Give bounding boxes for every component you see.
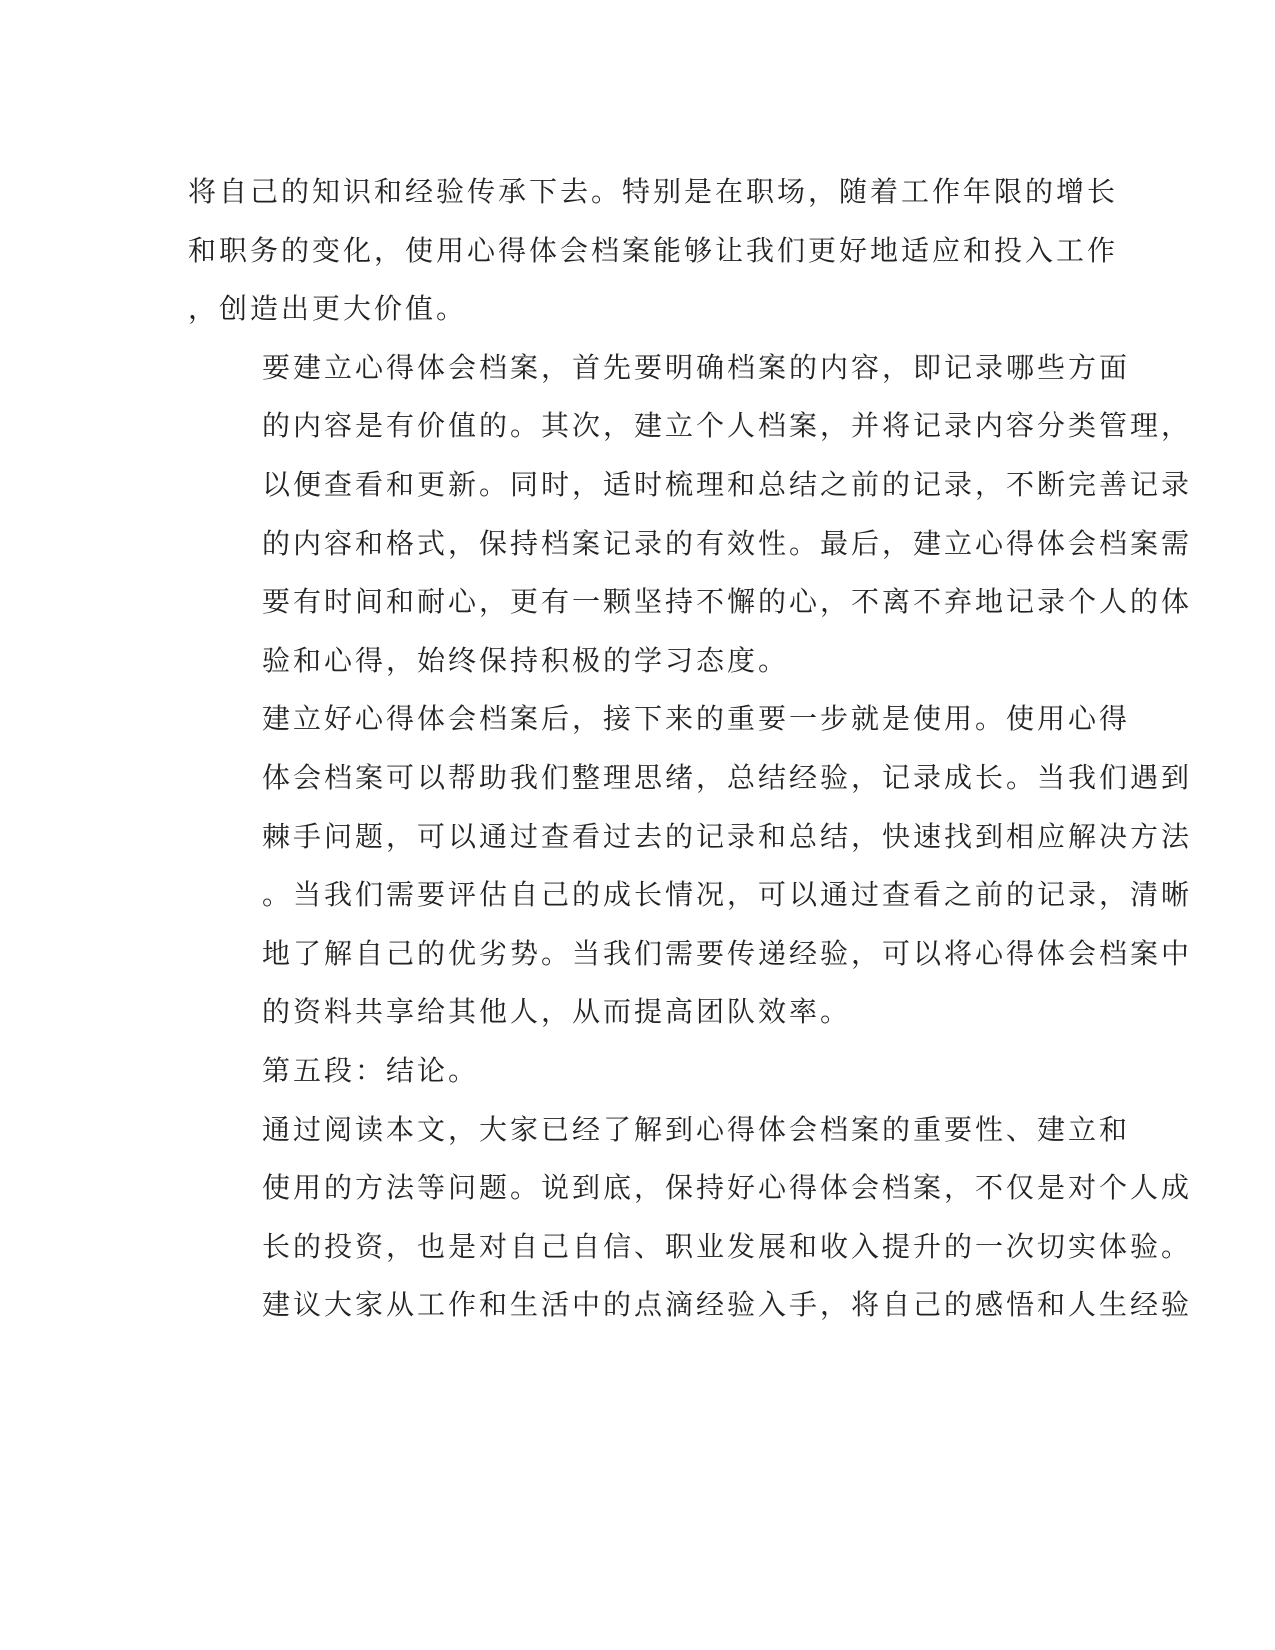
document-body (188, 163, 1193, 1335)
text-line: 第五段：结论。 (262, 1053, 480, 1087)
text-line: 体会档案可以帮助我们整理思绪，总结经验，记录成长。当我们遇到 (262, 760, 1193, 794)
text-line: 的内容和格式，保持档案记录的有效性。最后，建立心得体会档案需 (262, 526, 1193, 560)
text-line: 将自己的知识和经验传承下去。特别是在职场，随着工作年限的增长 (188, 175, 1119, 208)
text-line: 长的投资，也是对自己自信、职业发展和收入提升的一次切实体验。 (262, 1229, 1193, 1263)
text-line: 通过阅读本文，大家已经了解到心得体会档案的重要性、建立和 (262, 1112, 1131, 1146)
text-line: 要有时间和耐心，更有一颗坚持不懈的心，不离不弃地记录个人的体 (262, 585, 1193, 619)
text-line: ，创造出更大价值。 (188, 292, 468, 326)
text-line: 。当我们需要评估自己的成长情况，可以通过查看之前的记录，清晰 (262, 878, 1193, 912)
text-line: 建议大家从工作和生活中的点滴经验入手，将自己的感悟和人生经验 (262, 1288, 1193, 1322)
text-line: 的内容是有价值的。其次，建立个人档案，并将记录内容分类管理， (262, 409, 1193, 443)
text-line: 和职务的变化，使用心得体会档案能够让我们更好地适应和投入工作 (188, 233, 1119, 267)
paragraph-using-archive (188, 690, 1193, 1042)
text-line: 使用的方法等问题。说到底，保持好心得体会档案，不仅是对个人成 (262, 1171, 1193, 1205)
text-line: 的资料共享给其他人，从而提高团队效率。 (262, 995, 852, 1029)
paragraph-continuation (188, 163, 1119, 339)
section-heading-conclusion (188, 1042, 1068, 1101)
text-line: 验和心得，始终保持积极的学习态度。 (262, 643, 790, 677)
text-line: 建立好心得体会档案后，接下来的重要一步就是使用。使用心得 (262, 702, 1131, 736)
text-line: 地了解自己的优劣势。当我们需要传递经验，可以将心得体会档案中 (262, 936, 1193, 970)
paragraph-conclusion (188, 1101, 1193, 1335)
text-line: 棘手问题，可以通过查看过去的记录和总结，快速找到相应解决方法 (262, 819, 1193, 853)
text-line: 以便查看和更新。同时，适时梳理和总结之前的记录，不断完善记录 (262, 467, 1193, 501)
text-line: 要建立心得体会档案，首先要明确档案的内容，即记录哪些方面 (262, 350, 1131, 384)
paragraph-building-archive (188, 339, 1193, 691)
